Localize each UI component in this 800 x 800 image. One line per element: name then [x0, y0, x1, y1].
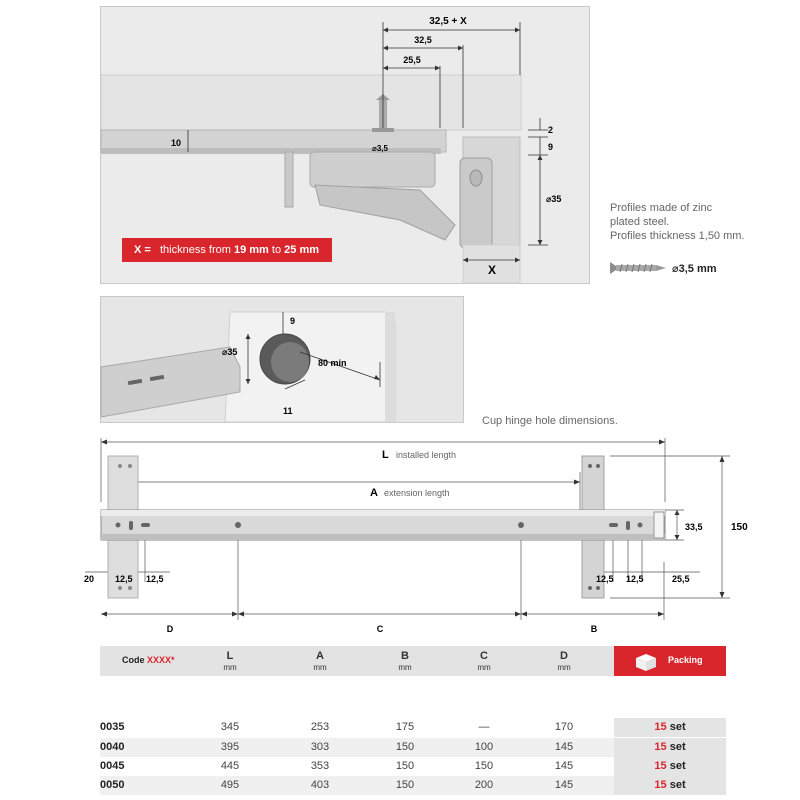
top-board — [101, 75, 521, 130]
code-header-mark: * — [171, 655, 175, 665]
hole-dim-11: 11 — [283, 406, 293, 416]
row-l-value: 345 — [220, 721, 240, 733]
thickness-note-text-b: to — [271, 244, 282, 256]
dim-2: 2 — [548, 125, 554, 135]
door-board — [225, 312, 395, 422]
row-d-value: 145 — [554, 741, 574, 753]
row-code: 0050 — [100, 779, 125, 791]
row-code: 0045 — [100, 760, 125, 772]
row-packing-unit: set — [669, 741, 686, 753]
drawer-slide-bottom-strip — [101, 534, 665, 540]
table-row — [100, 738, 726, 757]
screw-diameter-label: ⌀3,5 mm — [672, 263, 717, 275]
dim-9: 9 — [548, 142, 554, 152]
row-a-value: 253 — [310, 721, 330, 733]
dim-25-5: 25,5 — [672, 574, 690, 584]
row-d-value: 145 — [554, 779, 574, 791]
segment-b-label: B — [590, 624, 598, 634]
cup-screw — [470, 170, 482, 186]
row-d-value: 145 — [554, 760, 574, 772]
packing-header — [614, 646, 726, 676]
slide-dimension-diagram — [0, 432, 800, 642]
row-code: 0040 — [100, 741, 125, 753]
column-header-l: L mm — [223, 650, 237, 672]
profile-material-note — [610, 201, 780, 243]
row-l-value: 495 — [220, 779, 240, 791]
extension-length-letter: A — [370, 487, 378, 499]
dim-12-5-left-a: 12,5 — [115, 574, 133, 584]
row-l-value: 445 — [220, 760, 240, 772]
table-row — [100, 718, 726, 737]
row-b-value: 150 — [395, 779, 415, 791]
column-header-c: C mm — [477, 650, 491, 672]
row-a-value: 403 — [310, 779, 330, 791]
dim-150: 150 — [731, 522, 748, 533]
segment-d-label: D — [166, 624, 174, 634]
row-packing-qty: 15 — [654, 779, 667, 791]
row-packing-unit: set — [669, 721, 686, 733]
installed-length-letter: L — [382, 449, 389, 461]
cup-hole-diagram — [0, 292, 800, 432]
box-icon — [632, 651, 660, 671]
profile-note-line1: Profiles made of zinc — [610, 202, 713, 214]
packing-header-label: Packing — [668, 655, 703, 665]
row-d-value: 170 — [554, 721, 574, 733]
column-header-a: A mm — [313, 650, 327, 672]
hole-dim-80-min: 80 min — [318, 358, 347, 368]
dim-20: 20 — [84, 574, 95, 584]
code-header — [122, 655, 175, 665]
hinge-body — [310, 152, 435, 187]
dim-32-5: 32,5 — [414, 35, 432, 45]
row-b-value: 150 — [395, 741, 415, 753]
dim-diameter-35: ⌀35 — [546, 194, 562, 204]
installed-length-label: installed length — [396, 450, 457, 460]
cup-hole-inner — [271, 342, 309, 382]
mount-bracket — [285, 152, 293, 207]
dim-32-5-plus-x: 32,5 + X — [429, 16, 467, 27]
screw-icon — [608, 258, 670, 278]
row-a-value: 353 — [310, 760, 330, 772]
column-header-b: B mm — [398, 650, 412, 672]
dim-12-5-right-a: 12,5 — [596, 574, 614, 584]
row-l-value: 395 — [220, 741, 240, 753]
column-header-d: D mm — [557, 650, 571, 672]
drawer-slide-top-strip — [101, 510, 665, 516]
dim-25-5: 25,5 — [403, 55, 421, 65]
hinge-section-diagram — [0, 0, 800, 290]
code-header-suffix: XXXX — [147, 655, 172, 665]
thickness-note-max: 25 mm — [284, 244, 320, 256]
segment-c-label: C — [376, 624, 384, 634]
row-packing — [614, 738, 726, 757]
cup-hole-caption: Cup hinge hole dimensions. — [482, 415, 618, 427]
row-packing-qty: 15 — [654, 760, 667, 772]
table-row — [100, 776, 726, 795]
row-b-value: 150 — [395, 760, 415, 772]
row-a-value: 303 — [310, 741, 330, 753]
hole-dim-9: 9 — [290, 316, 296, 326]
row-c-value: 150 — [474, 760, 494, 772]
row-packing-unit: set — [669, 779, 686, 791]
code-header-label: Code — [122, 655, 145, 665]
slide-end-stop — [654, 512, 664, 538]
row-packing — [614, 776, 726, 795]
dim-12-5-right-b: 12,5 — [626, 574, 644, 584]
profile-note-line3: Profiles thickness 1,50 mm. — [610, 230, 745, 242]
dim-10: 10 — [170, 138, 182, 148]
profile-note-line2: plated steel. — [610, 216, 670, 228]
table-row — [100, 757, 726, 776]
row-c-value: — — [478, 721, 490, 733]
row-packing-unit: set — [669, 760, 686, 772]
thickness-note-prefix: X = — [134, 244, 151, 256]
row-packing — [614, 757, 726, 776]
dim-33-5: 33,5 — [685, 522, 703, 532]
row-packing-qty: 15 — [654, 721, 667, 733]
table-header — [100, 646, 618, 676]
hole-dim-diameter-35: ⌀35 — [222, 347, 238, 357]
dim-x: X — [487, 263, 497, 277]
row-b-value: 175 — [395, 721, 415, 733]
row-packing — [614, 718, 726, 737]
dim-12-5-left-b: 12,5 — [146, 574, 164, 584]
thickness-note-text-a: thickness from — [160, 244, 231, 256]
row-c-value: 100 — [474, 741, 494, 753]
thickness-note-min: 19 mm — [233, 244, 269, 256]
thickness-note-banner — [122, 238, 332, 262]
row-c-value: 200 — [474, 779, 494, 791]
extension-length-label: extension length — [384, 488, 450, 498]
door-board-edge — [385, 312, 395, 422]
dim-screw-diameter: ⌀3,5 — [372, 144, 388, 153]
row-packing-qty: 15 — [654, 741, 667, 753]
row-code: 0035 — [100, 721, 125, 733]
